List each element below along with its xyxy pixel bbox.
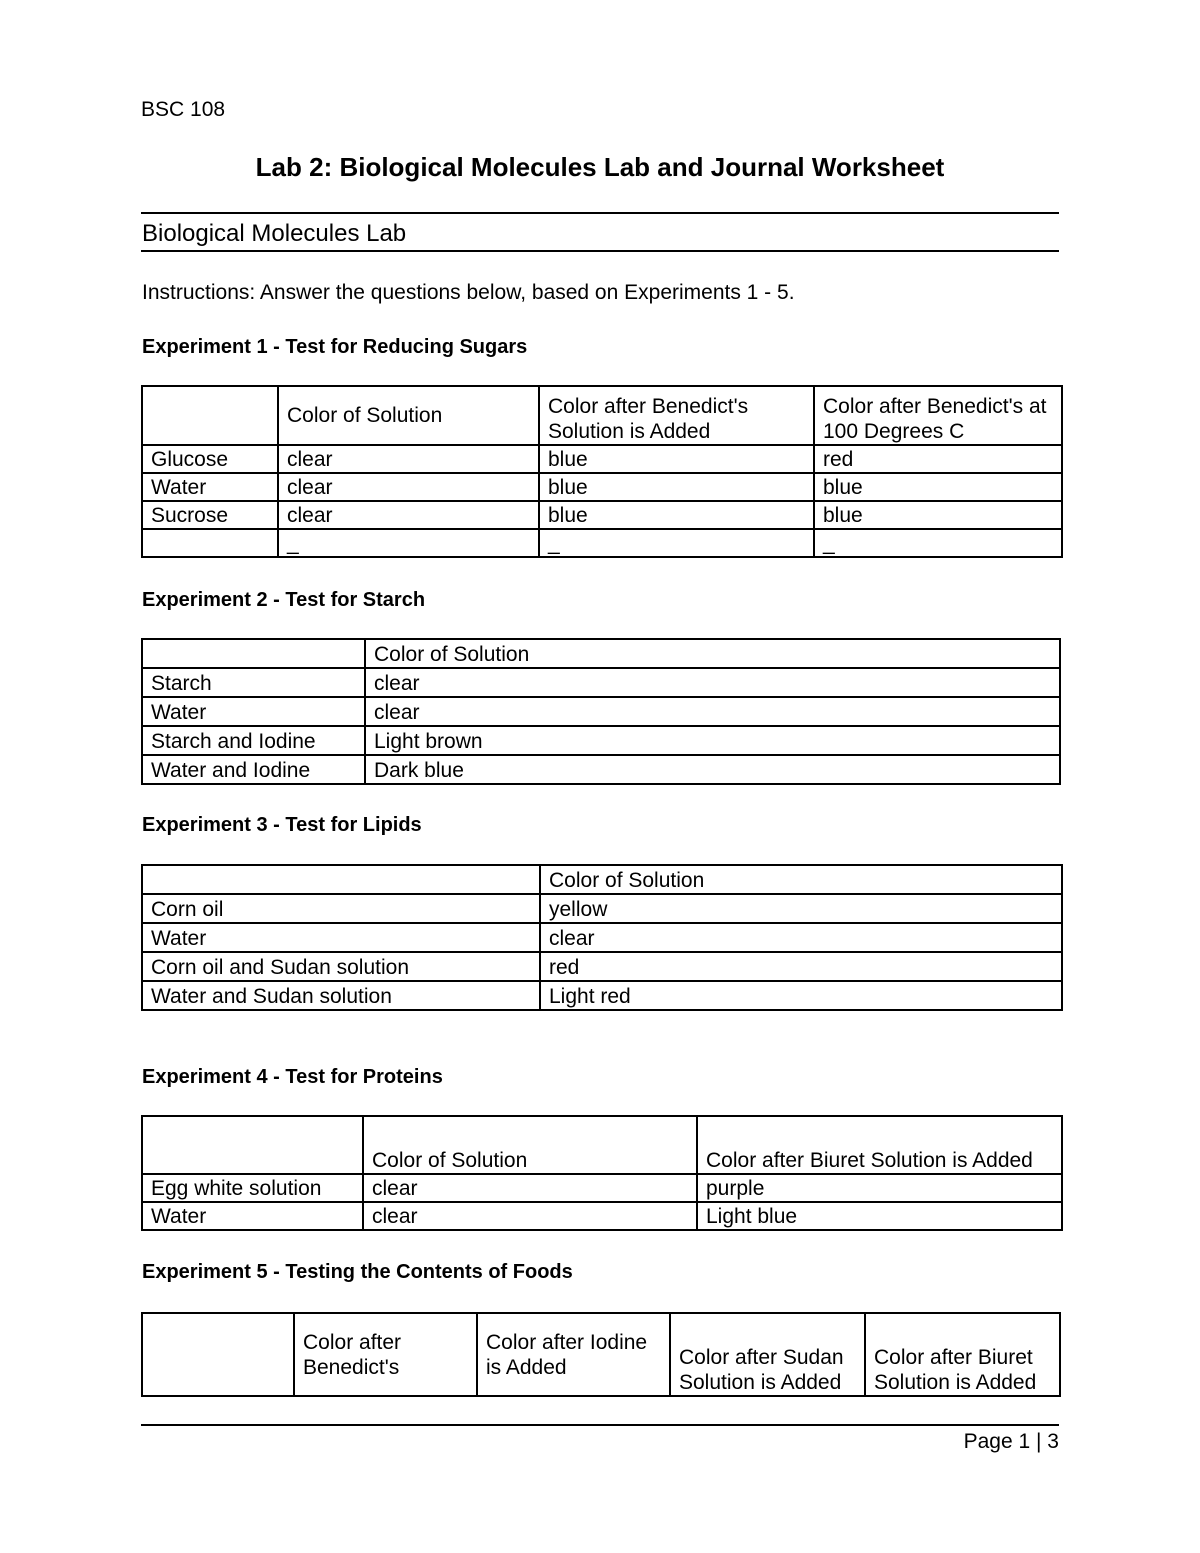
exp1-heading: Experiment 1 - Test for Reducing Sugars xyxy=(142,336,528,358)
row-label: Water xyxy=(142,1202,363,1230)
header-cell: Color after Biuret Solution is Added xyxy=(697,1116,1062,1174)
row-label: Sucrose xyxy=(142,501,278,529)
table-cell: blue xyxy=(539,445,814,473)
divider-top xyxy=(141,212,1059,214)
table-row xyxy=(142,473,1062,501)
table-row xyxy=(142,894,1062,923)
header-cell: Color after Benedict's at 100 Degrees C xyxy=(814,386,1062,445)
table-header-row xyxy=(142,1313,1060,1396)
header-cell: Color of Solution xyxy=(363,1116,697,1174)
table-row xyxy=(142,445,1062,473)
table-row xyxy=(142,697,1060,726)
table-row xyxy=(142,501,1062,529)
section-heading: Biological Molecules Lab xyxy=(142,220,407,247)
header-cell: Color after Iodine is Added xyxy=(477,1313,670,1396)
table-row xyxy=(142,1202,1062,1230)
footer-divider xyxy=(141,1424,1059,1426)
row-label: Corn oil and Sudan solution xyxy=(142,952,540,981)
table-row xyxy=(142,923,1062,952)
table-cell: _ xyxy=(814,529,1062,557)
table-cell: clear xyxy=(363,1174,697,1202)
table-cell: purple xyxy=(697,1174,1062,1202)
table-cell: blue xyxy=(539,473,814,501)
table-cell: blue xyxy=(539,501,814,529)
table-cell: _ xyxy=(278,529,539,557)
row-label: Water xyxy=(142,697,365,726)
table-header-row xyxy=(142,639,1060,668)
table-cell: clear xyxy=(540,923,1062,952)
table-cell: Light brown xyxy=(365,726,1060,755)
header-cell: Color after Sudan Solution is Added xyxy=(670,1313,865,1396)
table-cell: clear xyxy=(363,1202,697,1230)
table-cell: red xyxy=(814,445,1062,473)
table-cell: clear xyxy=(278,473,539,501)
table-row xyxy=(142,529,1062,557)
header-cell: Color of Solution xyxy=(278,386,539,445)
row-label: Egg white solution xyxy=(142,1174,363,1202)
table-cell: red xyxy=(540,952,1062,981)
row-label: Water xyxy=(142,923,540,952)
table-cell: _ xyxy=(539,529,814,557)
header-cell xyxy=(142,1116,363,1174)
table-cell: Light red xyxy=(540,981,1062,1010)
row-label: Glucose xyxy=(142,445,278,473)
table-cell: yellow xyxy=(540,894,1062,923)
page-title: Lab 2: Biological Molecules Lab and Journal Worksheet xyxy=(255,152,945,182)
table-cell: Light blue xyxy=(697,1202,1062,1230)
header-cell: Color of Solution xyxy=(540,865,1062,894)
exp2-table xyxy=(141,638,1061,785)
header-cell: Color of Solution xyxy=(365,639,1060,668)
header-cell xyxy=(142,865,540,894)
table-cell: Dark blue xyxy=(365,755,1060,784)
divider-section xyxy=(141,250,1059,252)
row-label: Starch xyxy=(142,668,365,697)
table-row xyxy=(142,1174,1062,1202)
exp1-table xyxy=(141,385,1063,558)
table-row xyxy=(142,726,1060,755)
instructions: Instructions: Answer the questions below, based on Experiments 1 - 5. xyxy=(142,281,795,304)
exp4-table xyxy=(141,1115,1063,1231)
table-cell: clear xyxy=(365,668,1060,697)
exp3-heading: Experiment 3 - Test for Lipids xyxy=(142,814,422,836)
header-cell: Color after Benedict's Solution is Added xyxy=(539,386,814,445)
table-row xyxy=(142,981,1062,1010)
table-cell: blue xyxy=(814,473,1062,501)
row-label: Water xyxy=(142,473,278,501)
table-row xyxy=(142,952,1062,981)
exp5-heading: Experiment 5 - Testing the Contents of Foods xyxy=(142,1261,573,1283)
table-header-row xyxy=(142,865,1062,894)
header-cell: Color after Benedict's xyxy=(294,1313,477,1396)
exp2-heading: Experiment 2 - Test for Starch xyxy=(142,589,426,611)
row-label xyxy=(142,529,278,557)
table-cell: clear xyxy=(278,501,539,529)
exp5-table xyxy=(141,1312,1061,1397)
table-row xyxy=(142,668,1060,697)
header-cell xyxy=(142,639,365,668)
row-label: Corn oil xyxy=(142,894,540,923)
row-label: Water and Sudan solution xyxy=(142,981,540,1010)
header-cell: Color after Biuret Solution is Added xyxy=(865,1313,1060,1396)
course-code: BSC 108 xyxy=(141,98,226,121)
row-label: Starch and Iodine xyxy=(142,726,365,755)
table-header-row xyxy=(142,1116,1062,1174)
table-row xyxy=(142,755,1060,784)
exp3-table xyxy=(141,864,1063,1011)
exp4-heading: Experiment 4 - Test for Proteins xyxy=(142,1066,443,1088)
header-cell xyxy=(142,386,278,445)
table-header-row xyxy=(142,386,1062,445)
header-cell xyxy=(142,1313,294,1396)
table-cell: clear xyxy=(365,697,1060,726)
table-cell: clear xyxy=(278,445,539,473)
page-number: Page 1 | 3 xyxy=(963,1430,1059,1453)
row-label: Water and Iodine xyxy=(142,755,365,784)
table-cell: blue xyxy=(814,501,1062,529)
